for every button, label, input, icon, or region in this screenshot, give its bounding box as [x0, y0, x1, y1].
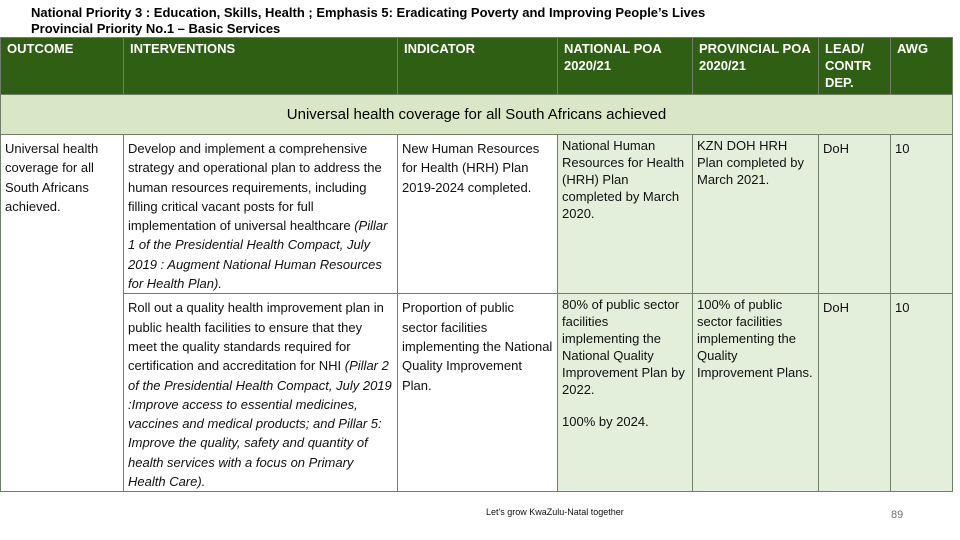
awg-text: 10 [895, 300, 910, 316]
intervention-text: Develop and implement a comprehensive strategy and operational plan to address the human resources requirements, including filling critical vacant posts for full implementation of universal healthcare [128, 141, 382, 234]
provincial-poa-cell [693, 294, 819, 492]
lead-text: DoH [823, 300, 850, 316]
national-poa-extra: 100% by 2024. [562, 414, 649, 430]
intervention-note: (Pillar 1 of the Presidential Health Compact, July 2019 : Augment National Human Resources for Health Plan). [128, 218, 388, 292]
col-header-interventions: INTERVENTIONS [124, 38, 398, 95]
col-header-national-poa: NATIONAL POA 2020/21 [558, 38, 693, 95]
section-title: Universal health coverage for all South Africans achieved [1, 95, 953, 135]
national-poa-text: National Human Resources for Health (HRH) Plan completed by March 2020. [562, 138, 685, 221]
lead-cell [819, 294, 891, 492]
outcome-table [0, 37, 953, 492]
page-title: National Priority 3 : Education, Skills, Health ; Emphasis 5: Eradicating Poverty and Improving People’s Lives [31, 5, 706, 20]
header-row [1, 38, 953, 95]
indicator-text: New Human Resources for Health (HRH) Plan 2019-2024 completed. [402, 141, 540, 195]
page-number: 89 [891, 509, 904, 521]
provincial-poa-text: 100% of public sector facilities implementing the Quality Improvement Plans. [697, 297, 813, 381]
provincial-poa-text: KZN DOH HRH Plan completed by March 2021. [697, 138, 804, 187]
indicator-text: Proportion of public sector facilities implementing the National Quality Improvement Plan. [402, 300, 553, 393]
awg-cell [891, 294, 953, 492]
table-row [1, 135, 953, 294]
awg-cell [891, 135, 953, 294]
national-poa-cell [558, 294, 693, 492]
intervention-note: (Pillar 2 of the Presidential Health Compact, July 2019 :Improve access to essential medicines, vaccines and medical products; and Pillar 5: Improve the quality, safety and quantity of health services with a focus on Primary Health Care). [128, 358, 392, 490]
intervention-cell [124, 135, 398, 294]
intervention-text: Roll out a quality health improvement plan in public health facilities to ensure that they meet the quality standards required for certification and accreditation for NHI [128, 300, 384, 374]
indicator-cell [398, 294, 558, 492]
col-header-outcome: OUTCOME [1, 38, 124, 95]
indicator-cell [398, 135, 558, 294]
intervention-cell [124, 294, 398, 492]
page-subtitle: Provincial Priority No.1 – Basic Services [31, 21, 281, 36]
awg-text: 10 [895, 141, 910, 156]
lead-text: DoH [823, 141, 850, 156]
footer-tagline: Let's grow KwaZulu-Natal together [486, 507, 624, 517]
col-header-lead: LEAD/ CONTR DEP. [819, 38, 891, 95]
table-row [1, 294, 953, 492]
outcome-text: Universal health coverage for all South Africans achieved. [5, 141, 99, 214]
national-poa-cell [558, 135, 693, 294]
outcome-cell [1, 135, 124, 492]
section-row [1, 95, 953, 135]
col-header-provincial-poa: PROVINCIAL POA 2020/21 [693, 38, 819, 95]
provincial-poa-cell [693, 135, 819, 294]
col-header-indicator: INDICATOR [398, 38, 558, 95]
national-poa-text: 80% of public sector facilities implementing the National Quality Improvement Plan by 2022. [562, 297, 685, 398]
col-header-awg: AWG [891, 38, 953, 95]
lead-cell [819, 135, 891, 294]
